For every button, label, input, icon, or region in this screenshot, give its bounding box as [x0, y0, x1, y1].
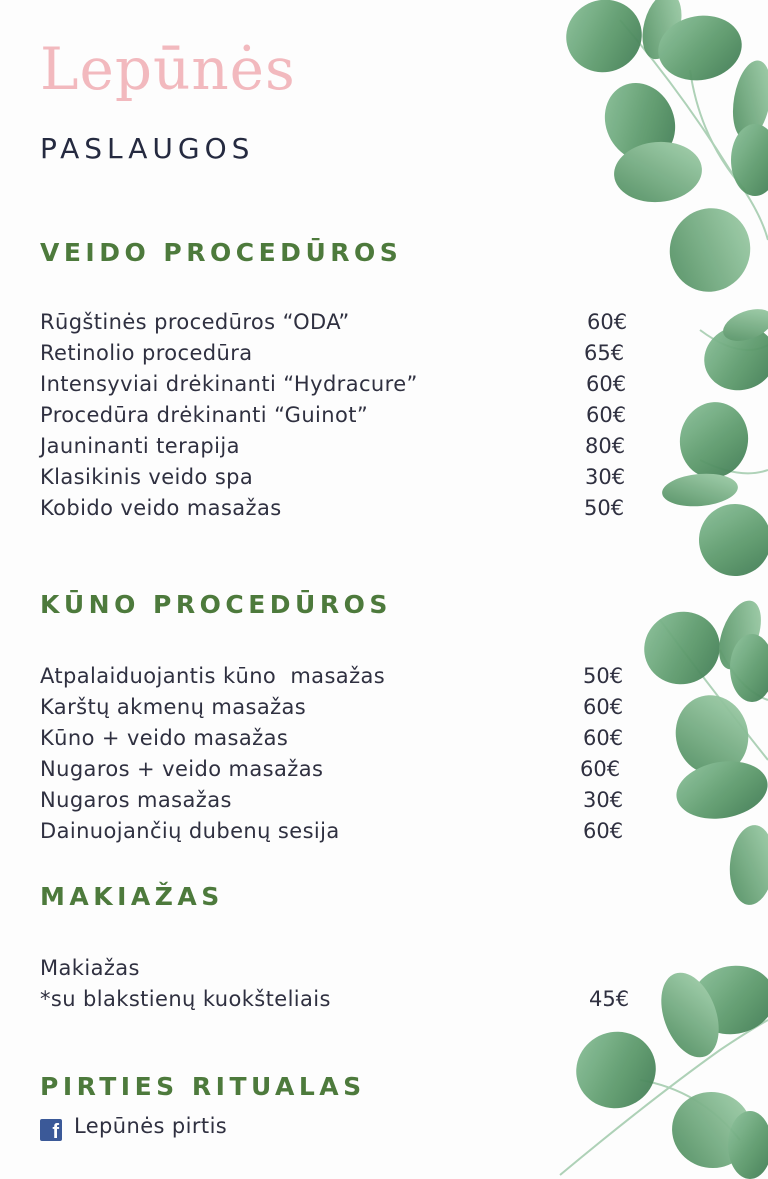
face-services-list [40, 307, 640, 524]
body-services-list [40, 661, 640, 847]
service-price: 50€ [584, 496, 625, 520]
service-name: Nugaros masažas [40, 788, 232, 812]
service-name: Nugaros + veido masažas [40, 757, 324, 781]
service-price: 60€ [583, 695, 624, 719]
section-title-face: VEIDO PROCEDŪROS [40, 238, 403, 267]
service-name: Klasikinis veido spa [40, 465, 254, 489]
service-name: Kūno + veido masažas [40, 726, 289, 750]
service-row [40, 493, 640, 524]
service-name: Retinolio procedūra [40, 341, 253, 365]
service-name: Rūgštinės procedūros “ODA” [40, 310, 350, 334]
service-note: *su blakstienų kuokšteliais [40, 987, 331, 1011]
service-row [40, 953, 640, 984]
service-name: Jauninanti terapija [40, 434, 240, 458]
service-price: 45€ [589, 987, 630, 1011]
service-name: Karštų akmenų masažas [40, 695, 307, 719]
section-title-sauna: PIRTIES RITUALAS [40, 1072, 366, 1101]
facebook-page-link[interactable]: Lepūnės pirtis [74, 1114, 228, 1138]
service-price: 60€ [583, 726, 624, 750]
service-name: Makiažas [40, 956, 140, 980]
service-row [40, 785, 640, 816]
service-price: 30€ [585, 465, 626, 489]
service-name: Kobido veido masažas [40, 496, 282, 520]
service-price: 50€ [583, 664, 624, 688]
service-name: Intensyviai drėkinanti “Hydracure” [40, 372, 418, 396]
service-price: 30€ [583, 788, 624, 812]
service-price: 60€ [586, 372, 627, 396]
service-price: 60€ [586, 403, 627, 427]
service-name: Procedūra drėkinanti “Guinot” [40, 403, 369, 427]
service-name: Atpalaiduojantis kūno masažas [40, 664, 386, 688]
section-title-makeup: MAKIAŽAS [40, 882, 224, 911]
service-row [40, 692, 640, 723]
facebook-icon[interactable]: f [40, 1119, 62, 1141]
service-price: 65€ [584, 341, 625, 365]
page-subtitle: PASLAUGOS [40, 132, 255, 165]
service-price: 60€ [583, 819, 624, 843]
service-price: 60€ [587, 310, 628, 334]
service-row [40, 369, 640, 400]
service-price: 80€ [585, 434, 626, 458]
service-row [40, 984, 640, 1015]
section-title-body: KŪNO PROCEDŪROS [40, 590, 392, 619]
service-name: Dainuojančių dubenų sesija [40, 819, 340, 843]
brand-title: Lepūnės [40, 35, 296, 103]
service-row [40, 723, 640, 754]
service-price: 60€ [580, 757, 621, 781]
service-row [40, 431, 640, 462]
makeup-services-list [40, 953, 640, 1015]
service-row [40, 462, 640, 493]
service-row [40, 661, 640, 692]
service-row [40, 307, 640, 338]
service-row [40, 754, 640, 785]
service-row [40, 338, 640, 369]
service-row [40, 400, 640, 431]
service-row [40, 816, 640, 847]
